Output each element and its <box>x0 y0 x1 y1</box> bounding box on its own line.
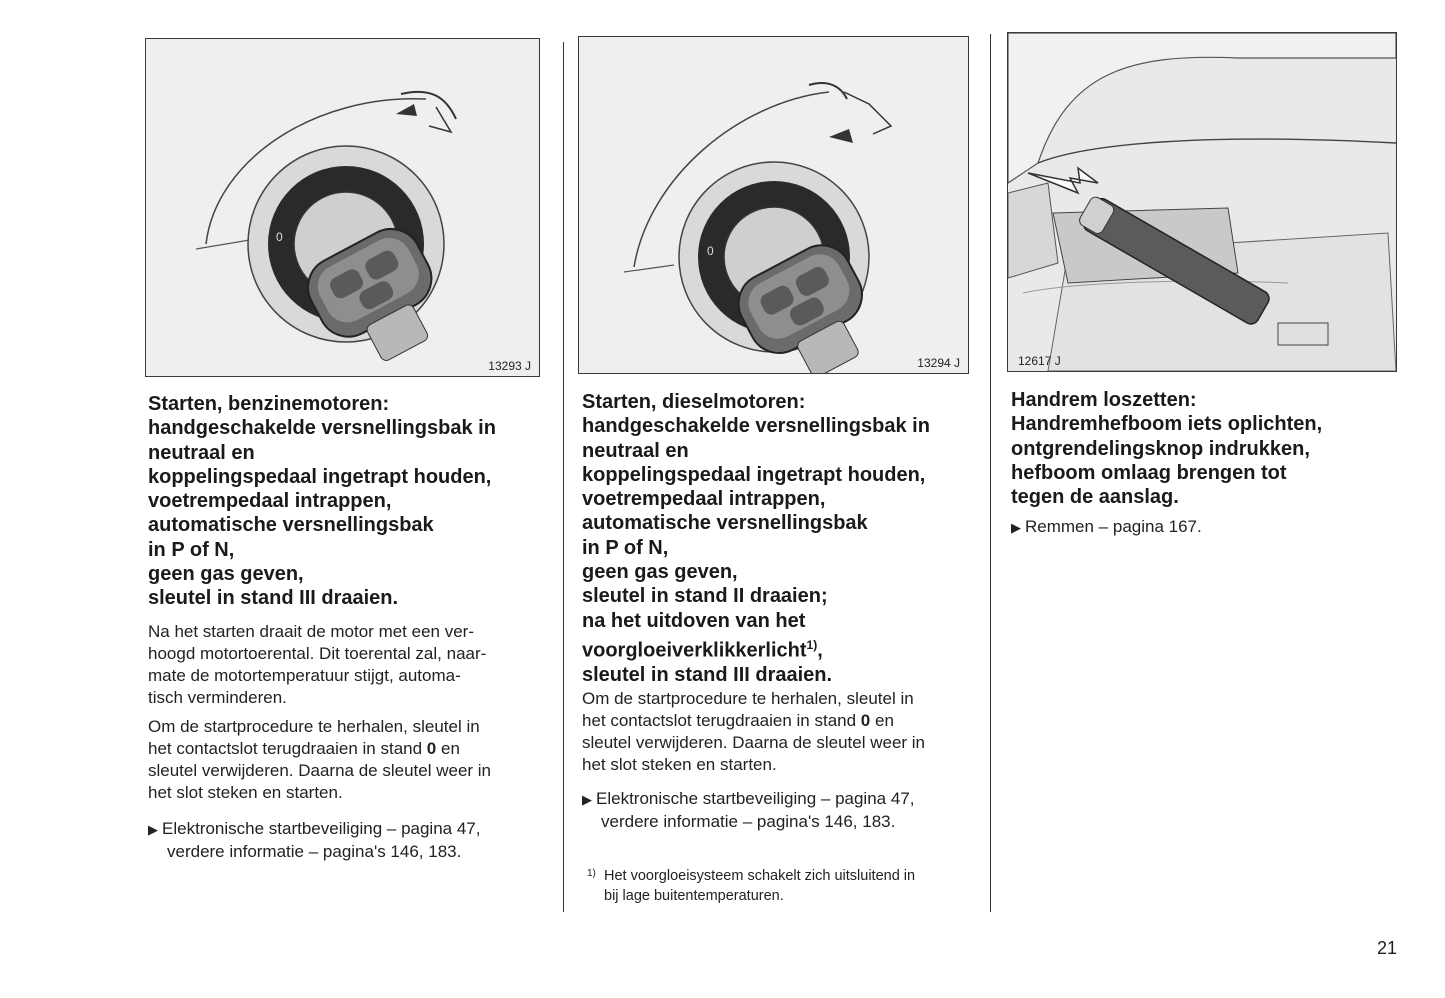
ignition-figure-diesel <box>578 36 969 374</box>
footnote-text-line2: bij lage buitentemperaturen. <box>604 888 784 904</box>
restart-position-zero: 0 <box>426 739 437 758</box>
figure-code: 13294 J <box>917 356 960 370</box>
ref-link-immobiliser[interactable]: Elektronische startbeveiliging – pagina 47, <box>162 819 481 838</box>
ignition-figure-petrol <box>145 38 540 377</box>
position-2-label: II <box>795 171 802 185</box>
page-number: 21 <box>1377 938 1398 958</box>
ignition-key-illustration-diesel <box>579 37 968 373</box>
section-heading-diesel <box>582 390 977 687</box>
position-1-label: I <box>329 150 333 164</box>
ref-link-immobiliser[interactable]: Elektronische startbeveiliging – pagina 47, <box>596 789 915 808</box>
cross-reference-brakes <box>1011 516 1391 539</box>
footnote-mark: 1) <box>587 868 596 879</box>
restart-text-a: Om de startprocedure te herhalen, sleutel in het contactslot terugdraaien in stand <box>582 689 914 730</box>
handbrake-icon <box>1008 33 1396 371</box>
section-heading-petrol: Starten, benzinemotoren: handgeschakelde versnellingsbak in neutraal en koppelingspedaal ingetrapt houden, voetrempedaal intrappen, automatische versnellingsbak in P of N, geen gas geven, sleutel in stand III draaien. <box>148 393 496 610</box>
footnote <box>587 866 974 906</box>
paragraph-restart-diesel <box>582 688 977 776</box>
heading-diesel-main: Starten, dieselmotoren: handgeschakelde versnellingsbak in neutraal en koppelingspedaal ingetrapt houden, voetrempedaal intrappen, automatische versnellingsbak in P of N, geen gas geven, sleutel in stand II draaien; na het uitdoven van het voorgloeiverklikkerlicht <box>582 391 930 662</box>
position-2-label: II <box>366 153 373 167</box>
ref-link-brakes[interactable]: Remmen – pagina 167. <box>1025 517 1202 536</box>
position-3-label: III <box>396 168 407 182</box>
figure-code: 13293 J <box>488 359 531 373</box>
restart-text-a: Om de startprocedure te herhalen, sleutel in het contactslot terugdraaien in stand <box>148 717 480 758</box>
heading-diesel-tail: , sleutel in stand III draaien. <box>582 639 833 686</box>
figure-code: 12617 J <box>1018 354 1061 368</box>
position-1-label: I <box>757 168 761 182</box>
ref-link-further-info[interactable]: verdere informatie – pagina's 146, 183. <box>601 812 896 831</box>
restart-position-zero: 0 <box>860 711 871 730</box>
bullet-triangle-icon: ▶ <box>582 792 592 807</box>
column-divider <box>990 34 991 912</box>
footnote-marker: 1) <box>806 637 818 652</box>
rotation-arrow-icon <box>829 129 853 143</box>
cross-reference-petrol <box>148 818 548 863</box>
ref-link-further-info[interactable]: verdere informatie – pagina's 146, 183. <box>167 842 462 861</box>
cross-reference-diesel <box>582 788 977 833</box>
footnote-text-line1: Het voorgloeisysteem schakelt zich uitsluitend in <box>604 868 916 884</box>
section-heading-handbrake: Handrem loszetten: Handremhefboom iets oplichten, ontgrendelingsknop indrukken, hefboom omlaag brengen tot tegen de aanslag. <box>1011 389 1323 509</box>
handbrake-figure <box>1007 32 1397 372</box>
rotation-arrow-icon <box>396 104 417 116</box>
ignition-key-illustration <box>146 39 539 376</box>
position-3-label: III <box>825 186 836 200</box>
paragraph-after-start: Na het starten draait de motor met een ver- hoogd motortoerental. Dit toerental zal, naar- mate de motortemperatuur stijgt, automa- tisch verminderen. <box>148 622 487 707</box>
bullet-triangle-icon: ▶ <box>1011 520 1021 535</box>
restart-text-b: en sleutel verwijderen. Daarna de sleutel weer in het slot steken en starten. <box>148 739 492 802</box>
bullet-triangle-icon: ▶ <box>148 822 158 837</box>
paragraph-restart <box>148 716 548 804</box>
column-divider <box>563 42 564 912</box>
position-0-label: 0 <box>707 244 714 258</box>
position-0-label: 0 <box>276 230 283 244</box>
restart-text-b: en sleutel verwijderen. Daarna de sleutel weer in het slot steken en starten. <box>582 711 926 774</box>
